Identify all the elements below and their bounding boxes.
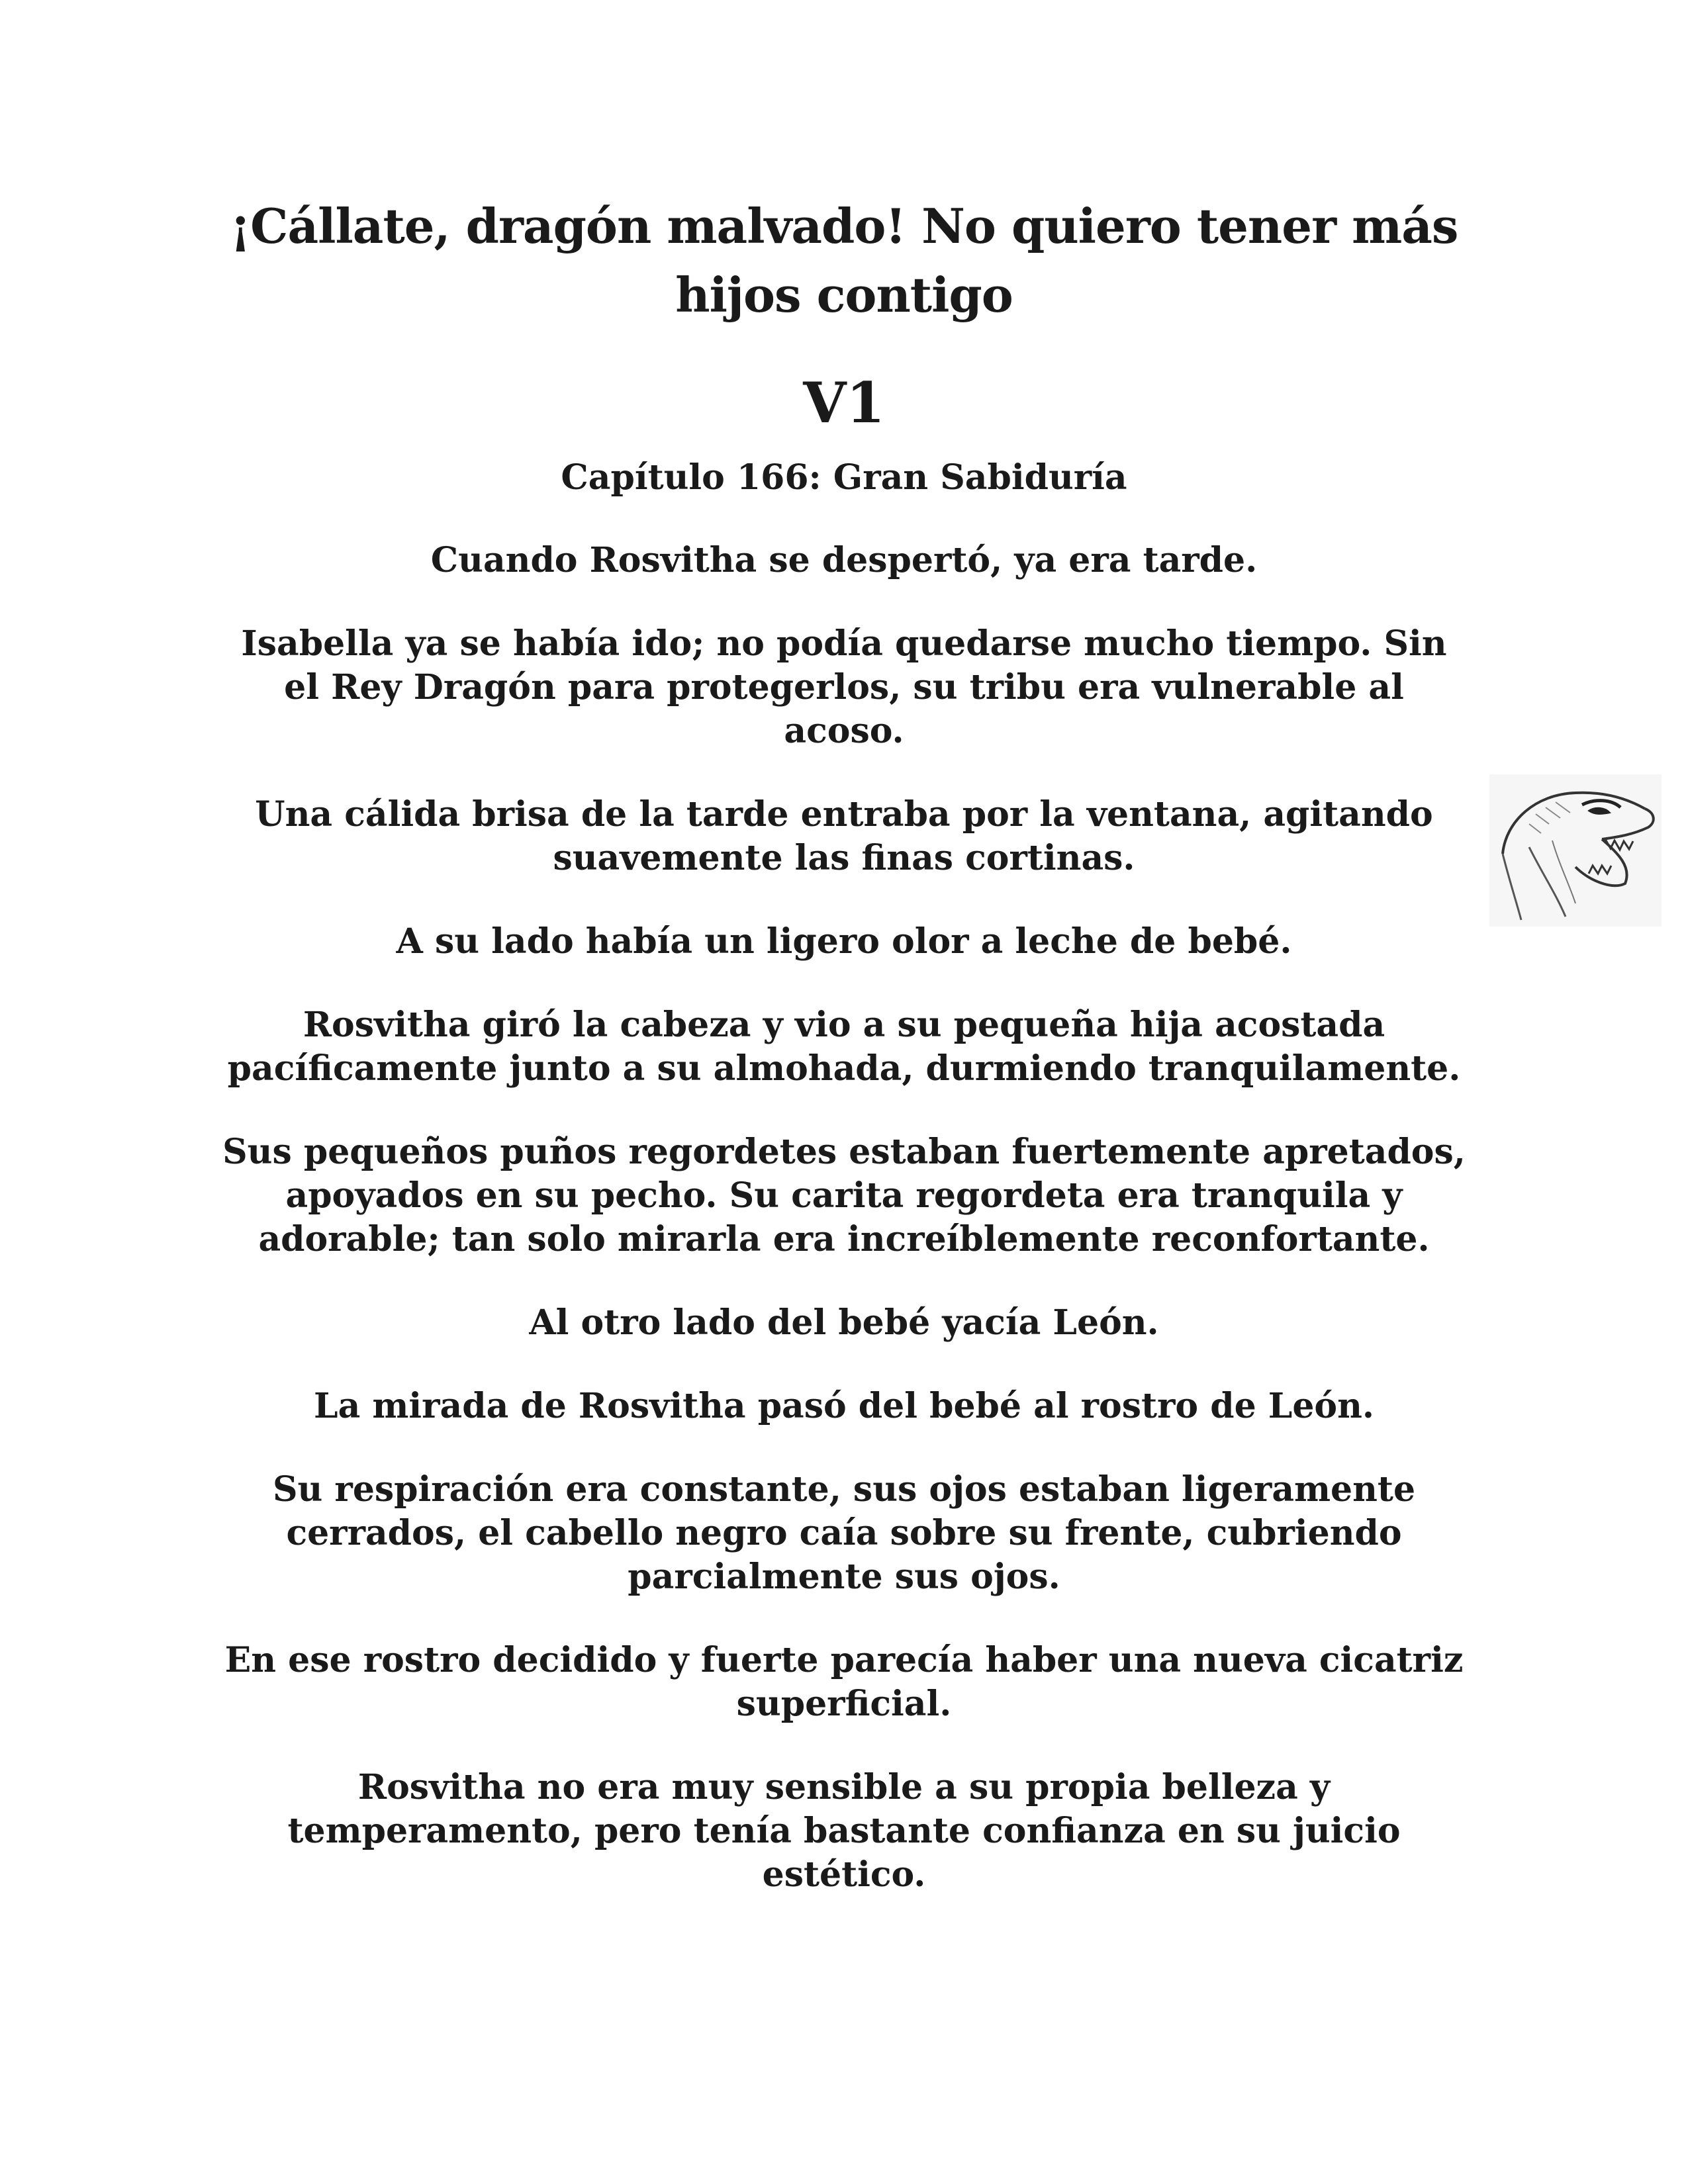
title-block [199, 192, 1489, 439]
paragraph: En ese rostro decidido y fuerte parecía haber una nueva cicatriz superficial. [224, 1640, 1464, 1724]
chapter-content [218, 455, 1470, 1936]
paragraph: La mirada de Rosvitha pasó del bebé al rostro de León. [314, 1386, 1374, 1426]
volume-label: V1 [803, 370, 885, 435]
paragraph: Rosvitha no era muy sensible a su propia belleza y temperamento, pero tenía bastante confianza en su juicio estético. [287, 1767, 1401, 1895]
paragraph: Isabella ya se había ido; no podía quedarse mucho tiempo. Sin el Rey Dragón para protegerlos, su tribu era vulnerable al acoso. [241, 623, 1447, 751]
paragraph: Al otro lado del bebé yacía León. [529, 1302, 1159, 1343]
paragraph: Su respiración era constante, sus ojos estaban ligeramente cerrados, el cabello negro caía sobre su frente, cubriendo parcialmente sus ojos. [272, 1469, 1416, 1597]
paragraph: A su lado había un ligero olor a leche de bebé. [396, 921, 1292, 962]
paragraph: Cuando Rosvitha se despertó, ya era tarde. [430, 540, 1258, 580]
chapter-title: Capítulo 166: Gran Sabiduría [561, 457, 1127, 498]
book-title: ¡Cállate, dragón malvado! No quiero tener más hijos contigo [230, 198, 1458, 323]
paragraph: Sus pequeños puños regordetes estaban fuertemente apretados, apoyados en su pecho. Su carita regordeta era tranquila y adorable; tan solo mirarla era increíblemente reconfortante. [222, 1132, 1466, 1259]
paragraph: Una cálida brisa de la tarde entraba por la ventana, agitando suavemente las finas cortinas. [255, 794, 1433, 878]
dragon-head-sketch-icon [1489, 774, 1662, 927]
paragraph: Rosvitha giró la cabeza y vio a su pequeña hija acostada pacíficamente junto a su almohada, durmiendo tranquilamente. [227, 1005, 1461, 1089]
